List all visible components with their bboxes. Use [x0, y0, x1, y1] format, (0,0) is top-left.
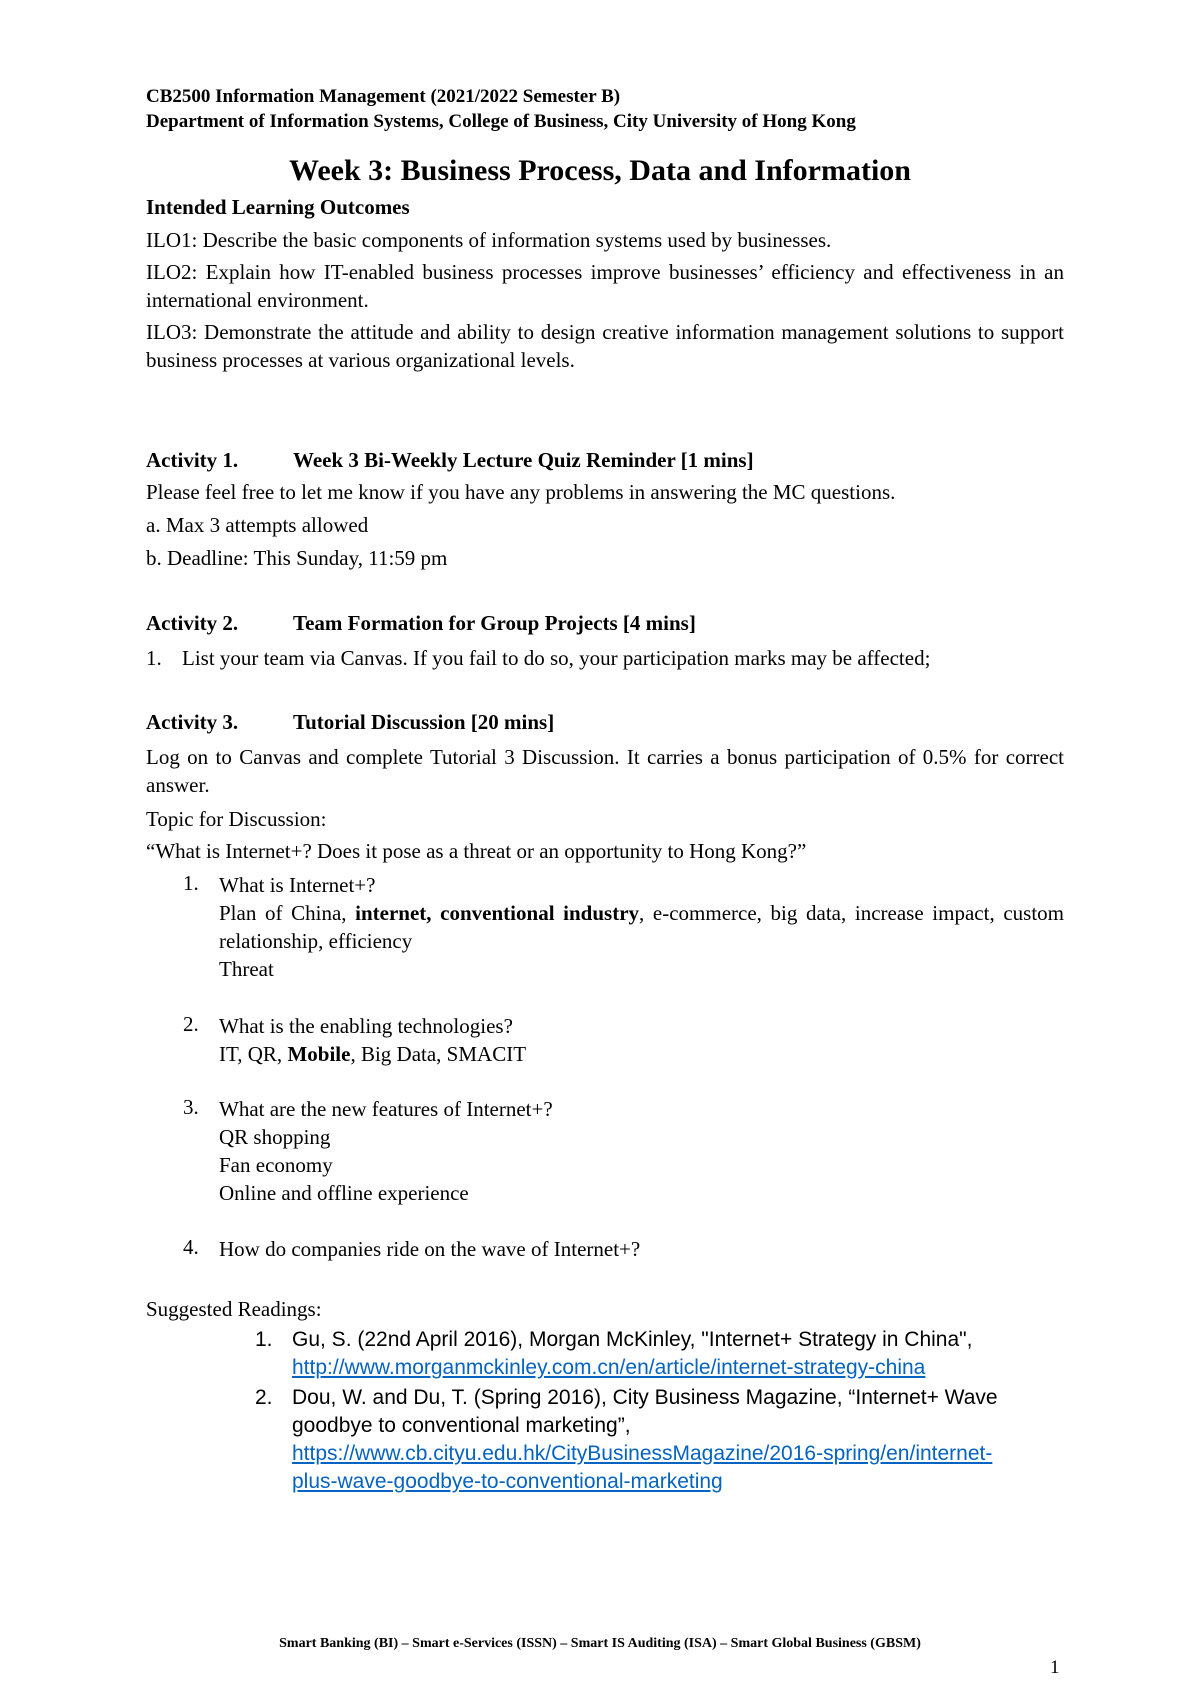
activity-3-title: Tutorial Discussion [20 mins]: [293, 710, 555, 734]
topic-question: “What is Internet+? Does it pose as a threat or an opportunity to Hong Kong?”: [146, 839, 807, 863]
reading-1-number: 1.: [255, 1328, 273, 1351]
activity-3-heading: [146, 710, 554, 735]
reading-1-text: Gu, S. (22nd April 2016), Morgan McKinley, "Internet+ Strategy in China",: [292, 1328, 973, 1351]
activity-1-number: Activity 1.: [146, 448, 239, 472]
ilo-item-1: ILO1: Describe the basic components of information systems used by businesses.: [146, 228, 832, 252]
department-header: Department of Information Systems, College of Business, City University of Hong Kong: [146, 111, 856, 132]
q1-answer: [219, 899, 1064, 955]
q1-question: What is Internet+?: [219, 873, 376, 897]
q3-question: What are the new features of Internet+?: [219, 1097, 553, 1121]
activity-2-title: Team Formation for Group Projects [4 mins]: [293, 611, 696, 635]
q4-question: How do companies ride on the wave of Internet+?: [219, 1237, 641, 1261]
reading-1-link[interactable]: http://www.morganmckinley.com.cn/en/article/internet-strategy-china: [292, 1356, 926, 1379]
course-header: CB2500 Information Management (2021/2022 Semester B): [146, 86, 621, 107]
q3-answer-1: QR shopping: [219, 1125, 331, 1149]
page-number: 1: [1050, 1657, 1060, 1678]
reading-2-link-line-1: https://www.cb.cityu.edu.hk/CityBusinessMagazine/2016-spring/en/internet-: [292, 1442, 993, 1465]
q2-answer-part: , Big Data, SMACIT: [350, 1042, 527, 1066]
activity-1-item-a: a. Max 3 attempts allowed: [146, 513, 369, 537]
q1-number: 1.: [183, 871, 199, 895]
activity-3-number: Activity 3.: [146, 710, 239, 734]
q1-answer-bold: internet, conventional industry: [355, 901, 640, 925]
q2-question: What is the enabling technologies?: [219, 1014, 513, 1038]
reading-2-number: 2.: [255, 1386, 273, 1409]
ilo-item-2: ILO2: Explain how IT-enabled business processes improve businesses’ efficiency and effectiveness in an international environment.: [146, 260, 1064, 312]
q1-answer-part: Plan of China,: [219, 901, 356, 925]
activity-1-text: Please feel free to let me know if you have any problems in answering the MC questions.: [146, 480, 896, 504]
footer-text: Smart Banking (BI) – Smart e-Services (ISSN) – Smart IS Auditing (ISA) – Smart Global Business (GBSM): [279, 1636, 921, 1651]
q2-answer-part: IT, QR,: [219, 1042, 288, 1066]
ilo-item-3: ILO3: Demonstrate the attitude and ability to design creative information management solutions to support business processes at various organizational levels.: [146, 320, 1064, 372]
activity-2-heading: [146, 611, 696, 636]
page-title: Week 3: Business Process, Data and Information: [289, 154, 911, 187]
readings-label: Suggested Readings:: [146, 1297, 322, 1321]
reading-2-link[interactable]: [292, 1442, 992, 1493]
q2-number: 2.: [183, 1012, 199, 1036]
activity-3-text: Log on to Canvas and complete Tutorial 3 Discussion. It carries a bonus participation of 0.5% for correct answer.: [146, 745, 1064, 797]
reading-2-text: Dou, W. and Du, T. (Spring 2016), City Business Magazine, “Internet+ Wave goodbye to conventional marketing”,: [292, 1386, 998, 1437]
q1-answer-part: , e-commerce, big data, increase impact, custom relationship, efficiency: [219, 901, 1065, 953]
q3-answer-2: Fan economy: [219, 1153, 333, 1177]
q4-number: 4.: [183, 1235, 199, 1259]
ilo-heading: Intended Learning Outcomes: [146, 195, 410, 219]
activity-2-number: Activity 2.: [146, 611, 239, 635]
activity-2-item-text: List your team via Canvas. If you fail to do so, your participation marks may be affected;: [182, 646, 931, 670]
q1-answer-threat: Threat: [219, 957, 274, 981]
q2-answer-bold: Mobile: [287, 1042, 351, 1066]
reading-1-link-wrap: [292, 1354, 925, 1382]
activity-2-item-number: 1.: [146, 646, 162, 670]
topic-label: Topic for Discussion:: [146, 807, 327, 831]
activity-1-title: Week 3 Bi-Weekly Lecture Quiz Reminder [1 mins]: [293, 448, 754, 472]
activity-1-item-b: b. Deadline: This Sunday, 11:59 pm: [146, 546, 448, 570]
reading-2-link-wrap: [292, 1440, 992, 1496]
q2-answer: [219, 1040, 526, 1068]
activity-1-heading: [146, 448, 754, 473]
q3-answer-3: Online and offline experience: [219, 1181, 469, 1205]
reading-2-link-line-2: plus-wave-goodbye-to-conventional-marketing: [292, 1470, 723, 1493]
q3-number: 3.: [183, 1095, 199, 1119]
